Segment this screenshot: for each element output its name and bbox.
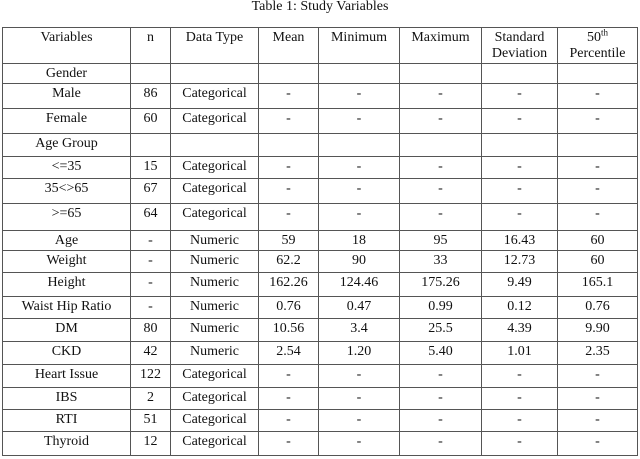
table-row — [3, 297, 638, 319]
cell-50th-percentile: - — [558, 388, 638, 410]
cell-minimum: 90 — [319, 251, 400, 273]
cell-50th-percentile: - — [558, 157, 638, 179]
table-row — [3, 231, 638, 251]
cell-maximum: 0.99 — [400, 297, 482, 319]
cell-mean: - — [259, 179, 319, 204]
cell-sd: - — [482, 204, 558, 231]
cell-variable: Age — [3, 231, 131, 251]
cell-maximum: 33 — [400, 251, 482, 273]
cell-mean: - — [259, 109, 319, 134]
cell-variable: Female — [3, 109, 131, 134]
header-standard-deviation — [482, 28, 558, 64]
table-row — [3, 64, 638, 84]
cell-n: - — [131, 273, 171, 297]
cell-variable: Thyroid — [3, 432, 131, 456]
cell-n — [131, 134, 171, 157]
cell-minimum: - — [319, 179, 400, 204]
cell-50th-percentile: 60 — [558, 251, 638, 273]
table-row — [3, 319, 638, 342]
cell-n: 12 — [131, 432, 171, 456]
cell-50th-percentile: - — [558, 179, 638, 204]
table-row — [3, 365, 638, 388]
cell-maximum: - — [400, 109, 482, 134]
cell-n: - — [131, 251, 171, 273]
header-minimum: Minimum — [319, 28, 400, 64]
cell-data-type: Numeric — [171, 231, 259, 251]
cell-variable: Male — [3, 84, 131, 109]
cell-n: 15 — [131, 157, 171, 179]
header-mean: Mean — [259, 28, 319, 64]
cell-variable: Gender — [3, 64, 131, 84]
table-caption: Table 1: Study Variables — [251, 0, 389, 14]
table-row — [3, 109, 638, 134]
table-row — [3, 432, 638, 456]
sd-line2: Deviation — [491, 46, 548, 61]
cell-minimum: - — [319, 388, 400, 410]
table-row — [3, 204, 638, 231]
cell-mean — [259, 134, 319, 157]
cell-maximum: - — [400, 388, 482, 410]
cell-maximum: - — [400, 157, 482, 179]
cell-sd: 16.43 — [482, 231, 558, 251]
cell-mean: 2.54 — [259, 342, 319, 365]
cell-mean: 0.76 — [259, 297, 319, 319]
cell-minimum: 18 — [319, 231, 400, 251]
cell-sd: 1.01 — [482, 342, 558, 365]
cell-maximum: - — [400, 204, 482, 231]
cell-n: 2 — [131, 388, 171, 410]
cell-variable: 35<>65 — [3, 179, 131, 204]
cell-variable: Age Group — [3, 134, 131, 157]
cell-maximum: 95 — [400, 231, 482, 251]
sd-line1: Standard — [494, 30, 545, 45]
cell-maximum: - — [400, 365, 482, 388]
cell-50th-percentile: - — [558, 204, 638, 231]
cell-variable: Heart Issue — [3, 365, 131, 388]
cell-data-type: Numeric — [171, 297, 259, 319]
cell-maximum: - — [400, 432, 482, 456]
cell-sd: - — [482, 388, 558, 410]
cell-mean: - — [259, 388, 319, 410]
cell-minimum: 3.4 — [319, 319, 400, 342]
table-row — [3, 251, 638, 273]
cell-mean: - — [259, 365, 319, 388]
cell-sd: 4.39 — [482, 319, 558, 342]
cell-maximum — [400, 134, 482, 157]
cell-minimum: - — [319, 432, 400, 456]
cell-data-type: Categorical — [171, 204, 259, 231]
cell-sd: 12.73 — [482, 251, 558, 273]
cell-minimum: 0.47 — [319, 297, 400, 319]
cell-maximum: - — [400, 84, 482, 109]
cell-minimum — [319, 134, 400, 157]
cell-mean: 162.26 — [259, 273, 319, 297]
cell-maximum: 25.5 — [400, 319, 482, 342]
cell-minimum: 1.20 — [319, 342, 400, 365]
table-row — [3, 388, 638, 410]
cell-data-type: Numeric — [171, 342, 259, 365]
cell-minimum: 124.46 — [319, 273, 400, 297]
cell-data-type: Categorical — [171, 109, 259, 134]
cell-n: 67 — [131, 179, 171, 204]
cell-maximum: 175.26 — [400, 273, 482, 297]
cell-data-type: Categorical — [171, 84, 259, 109]
cell-minimum: - — [319, 204, 400, 231]
cell-n: 51 — [131, 410, 171, 432]
cell-mean: - — [259, 410, 319, 432]
cell-variable: CKD — [3, 342, 131, 365]
cell-mean: 62.2 — [259, 251, 319, 273]
cell-minimum — [319, 64, 400, 84]
cell-mean: - — [259, 157, 319, 179]
cell-sd: 0.12 — [482, 297, 558, 319]
table-row — [3, 157, 638, 179]
table-row — [3, 342, 638, 365]
cell-variable: >=65 — [3, 204, 131, 231]
cell-sd: 9.49 — [482, 273, 558, 297]
cell-data-type: Categorical — [171, 410, 259, 432]
cell-mean: 10.56 — [259, 319, 319, 342]
cell-data-type: Categorical — [171, 157, 259, 179]
cell-data-type: Categorical — [171, 432, 259, 456]
cell-sd: - — [482, 109, 558, 134]
cell-data-type — [171, 64, 259, 84]
cell-variable: Waist Hip Ratio — [3, 297, 131, 319]
cell-n: - — [131, 297, 171, 319]
cell-data-type: Numeric — [171, 273, 259, 297]
table-row — [3, 84, 638, 109]
cell-n: 42 — [131, 342, 171, 365]
cell-n: - — [131, 231, 171, 251]
cell-mean — [259, 64, 319, 84]
cell-50th-percentile: - — [558, 84, 638, 109]
cell-variable: RTI — [3, 410, 131, 432]
cell-mean: - — [259, 204, 319, 231]
table-row — [3, 273, 638, 297]
cell-sd: - — [482, 157, 558, 179]
cell-maximum: - — [400, 179, 482, 204]
cell-data-type: Numeric — [171, 251, 259, 273]
cell-50th-percentile: - — [558, 365, 638, 388]
cell-sd: - — [482, 84, 558, 109]
cell-sd: - — [482, 365, 558, 388]
cell-50th-percentile: - — [558, 432, 638, 456]
cell-50th-percentile: 9.90 — [558, 319, 638, 342]
cell-sd: - — [482, 410, 558, 432]
cell-data-type — [171, 134, 259, 157]
cell-50th-percentile: 60 — [558, 231, 638, 251]
cell-n: 80 — [131, 319, 171, 342]
cell-50th-percentile: - — [558, 410, 638, 432]
cell-data-type: Categorical — [171, 179, 259, 204]
cell-sd: - — [482, 432, 558, 456]
study-variables-table — [2, 27, 638, 456]
cell-50th-percentile: 0.76 — [558, 297, 638, 319]
header-variables: Variables — [3, 28, 131, 64]
cell-n: 60 — [131, 109, 171, 134]
header-50th-percentile — [558, 28, 638, 64]
cell-50th-percentile — [558, 134, 638, 157]
cell-minimum: - — [319, 410, 400, 432]
cell-minimum: - — [319, 84, 400, 109]
cell-mean: - — [259, 432, 319, 456]
cell-variable: <=35 — [3, 157, 131, 179]
pct-line2: Percentile — [569, 46, 626, 61]
cell-n: 122 — [131, 365, 171, 388]
header-row — [3, 28, 638, 64]
cell-50th-percentile — [558, 64, 638, 84]
pct-sup: th — [600, 27, 608, 38]
cell-maximum: 5.40 — [400, 342, 482, 365]
cell-sd — [482, 134, 558, 157]
cell-variable: DM — [3, 319, 131, 342]
cell-mean: 59 — [259, 231, 319, 251]
cell-data-type: Categorical — [171, 388, 259, 410]
cell-minimum: - — [319, 157, 400, 179]
table-row — [3, 410, 638, 432]
cell-maximum — [400, 64, 482, 84]
cell-n: 64 — [131, 204, 171, 231]
header-n: n — [131, 28, 171, 64]
table-row — [3, 179, 638, 204]
cell-50th-percentile: 2.35 — [558, 342, 638, 365]
cell-50th-percentile: 165.1 — [558, 273, 638, 297]
cell-n: 86 — [131, 84, 171, 109]
cell-data-type: Numeric — [171, 319, 259, 342]
cell-n — [131, 64, 171, 84]
table-row — [3, 134, 638, 157]
cell-data-type: Categorical — [171, 365, 259, 388]
cell-mean: - — [259, 84, 319, 109]
cell-variable: Height — [3, 273, 131, 297]
cell-maximum: - — [400, 410, 482, 432]
header-data-type: Data Type — [171, 28, 259, 64]
cell-sd: - — [482, 179, 558, 204]
cell-variable: Weight — [3, 251, 131, 273]
pct-num: 50 — [586, 30, 601, 45]
cell-variable: IBS — [3, 388, 131, 410]
header-maximum: Maximum — [400, 28, 482, 64]
cell-50th-percentile: - — [558, 109, 638, 134]
cell-minimum: - — [319, 365, 400, 388]
cell-minimum: - — [319, 109, 400, 134]
cell-sd — [482, 64, 558, 84]
